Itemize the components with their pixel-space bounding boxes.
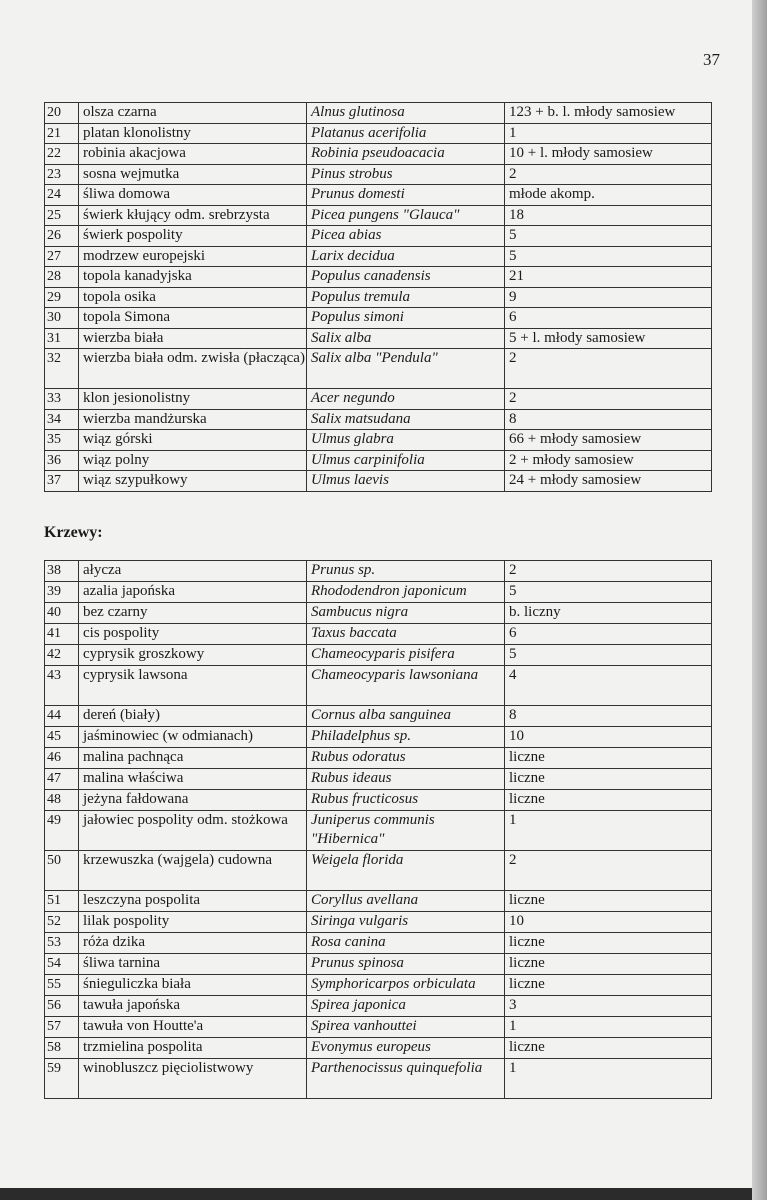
row-number-cell: 32 — [45, 349, 79, 389]
polish-name-cell: topola osika — [79, 287, 307, 308]
table-row — [45, 666, 712, 706]
table-row — [45, 645, 712, 666]
polish-name-cell: olsza czarna — [79, 103, 307, 124]
latin-name-cell: Ulmus carpinifolia — [307, 450, 505, 471]
table-row — [45, 933, 712, 954]
polish-name-cell: klon jesionolistny — [79, 389, 307, 410]
latin-name-cell: Spirea vanhouttei — [307, 1017, 505, 1038]
polish-name-cell: jałowiec pospolity odm. stożkowa — [79, 811, 307, 851]
latin-name-cell: Cornus alba sanguinea — [307, 706, 505, 727]
count-cell: 1 — [505, 1059, 712, 1099]
count-cell: 1 — [505, 811, 712, 851]
latin-name-cell: Robinia pseudoacacia — [307, 144, 505, 165]
count-cell: 10 — [505, 727, 712, 748]
table-row — [45, 103, 712, 124]
count-cell: liczne — [505, 954, 712, 975]
table-row — [45, 123, 712, 144]
count-cell: b. liczny — [505, 603, 712, 624]
polish-name-cell: wierzba mandżurska — [79, 409, 307, 430]
count-cell: liczne — [505, 891, 712, 912]
latin-name-cell: Taxus baccata — [307, 624, 505, 645]
row-number-cell: 35 — [45, 430, 79, 451]
latin-name-cell: Parthenocissus quinquefolia — [307, 1059, 505, 1099]
count-cell: 3 — [505, 996, 712, 1017]
table-row — [45, 308, 712, 329]
table-row — [45, 769, 712, 790]
latin-name-cell: Platanus acerifolia — [307, 123, 505, 144]
latin-name-cell: Salix matsudana — [307, 409, 505, 430]
latin-name-cell: Sambucus nigra — [307, 603, 505, 624]
table-row — [45, 996, 712, 1017]
table-row — [45, 975, 712, 996]
row-number-cell: 45 — [45, 727, 79, 748]
count-cell: 2 + młody samosiew — [505, 450, 712, 471]
table-row — [45, 851, 712, 891]
polish-name-cell: świerk kłujący odm. srebrzysta — [79, 205, 307, 226]
table-row — [45, 328, 712, 349]
table-row — [45, 144, 712, 165]
row-number-cell: 23 — [45, 164, 79, 185]
latin-name-cell: Evonymus europeus — [307, 1038, 505, 1059]
latin-name-cell: Siringa vulgaris — [307, 912, 505, 933]
polish-name-cell: tawuła von Houtte'a — [79, 1017, 307, 1038]
row-number-cell: 28 — [45, 267, 79, 288]
row-number-cell: 56 — [45, 996, 79, 1017]
latin-name-cell: Ulmus laevis — [307, 471, 505, 492]
polish-name-cell: lilak pospolity — [79, 912, 307, 933]
polish-name-cell: topola Simona — [79, 308, 307, 329]
latin-name-cell: Prunus domesti — [307, 185, 505, 206]
row-number-cell: 55 — [45, 975, 79, 996]
page-edge-shadow — [752, 0, 767, 1200]
table-row — [45, 287, 712, 308]
scan-bottom-edge — [0, 1188, 752, 1200]
table-row — [45, 471, 712, 492]
polish-name-cell: wierzba biała — [79, 328, 307, 349]
count-cell: 24 + młody samosiew — [505, 471, 712, 492]
latin-name-cell: Salix alba "Pendula" — [307, 349, 505, 389]
count-cell: 2 — [505, 389, 712, 410]
polish-name-cell: tawuła japońska — [79, 996, 307, 1017]
polish-name-cell: wiąz górski — [79, 430, 307, 451]
shrubs-table-body — [45, 561, 712, 1099]
row-number-cell: 39 — [45, 582, 79, 603]
latin-name-cell: Picea pungens "Glauca" — [307, 205, 505, 226]
row-number-cell: 26 — [45, 226, 79, 247]
latin-name-cell: Prunus spinosa — [307, 954, 505, 975]
latin-name-cell: Juniperus communis "Hibernica" — [307, 811, 505, 851]
count-cell: 5 — [505, 582, 712, 603]
polish-name-cell: cyprysik lawsona — [79, 666, 307, 706]
table-row — [45, 246, 712, 267]
table-row — [45, 790, 712, 811]
table-row — [45, 450, 712, 471]
table-row — [45, 205, 712, 226]
count-cell: liczne — [505, 975, 712, 996]
count-cell: 6 — [505, 624, 712, 645]
table-row — [45, 811, 712, 851]
count-cell: 123 + b. l. młody samosiew — [505, 103, 712, 124]
page-number: 37 — [703, 50, 720, 69]
table-row — [45, 954, 712, 975]
row-number-cell: 52 — [45, 912, 79, 933]
count-cell: 5 — [505, 645, 712, 666]
polish-name-cell: cis pospolity — [79, 624, 307, 645]
row-number-cell: 27 — [45, 246, 79, 267]
table-row — [45, 1038, 712, 1059]
count-cell: 4 — [505, 666, 712, 706]
polish-name-cell: azalia japońska — [79, 582, 307, 603]
table-row — [45, 267, 712, 288]
table-row — [45, 582, 712, 603]
latin-name-cell: Ulmus glabra — [307, 430, 505, 451]
count-cell: 1 — [505, 123, 712, 144]
row-number-cell: 31 — [45, 328, 79, 349]
table-row — [45, 1059, 712, 1099]
latin-name-cell: Rosa canina — [307, 933, 505, 954]
count-cell: 9 — [505, 287, 712, 308]
row-number-cell: 36 — [45, 450, 79, 471]
latin-name-cell: Spirea japonica — [307, 996, 505, 1017]
count-cell: liczne — [505, 790, 712, 811]
table-row — [45, 624, 712, 645]
latin-name-cell: Chameocyparis pisifera — [307, 645, 505, 666]
latin-name-cell: Coryllus avellana — [307, 891, 505, 912]
count-cell: 18 — [505, 205, 712, 226]
count-cell: 2 — [505, 561, 712, 582]
row-number-cell: 53 — [45, 933, 79, 954]
polish-name-cell: dereń (biały) — [79, 706, 307, 727]
polish-name-cell: platan klonolistny — [79, 123, 307, 144]
table-row — [45, 891, 712, 912]
row-number-cell: 21 — [45, 123, 79, 144]
row-number-cell: 34 — [45, 409, 79, 430]
latin-name-cell: Rubus ideaus — [307, 769, 505, 790]
latin-name-cell: Larix decidua — [307, 246, 505, 267]
polish-name-cell: wiąz szypułkowy — [79, 471, 307, 492]
count-cell: liczne — [505, 748, 712, 769]
table-row — [45, 185, 712, 206]
row-number-cell: 59 — [45, 1059, 79, 1099]
count-cell: 5 — [505, 246, 712, 267]
latin-name-cell: Rubus fructicosus — [307, 790, 505, 811]
count-cell: 8 — [505, 409, 712, 430]
row-number-cell: 43 — [45, 666, 79, 706]
table-row — [45, 561, 712, 582]
polish-name-cell: świerk pospolity — [79, 226, 307, 247]
latin-name-cell: Philadelphus sp. — [307, 727, 505, 748]
table-row — [45, 164, 712, 185]
row-number-cell: 46 — [45, 748, 79, 769]
row-number-cell: 49 — [45, 811, 79, 851]
polish-name-cell: ałycza — [79, 561, 307, 582]
polish-name-cell: malina właściwa — [79, 769, 307, 790]
polish-name-cell: jeżyna fałdowana — [79, 790, 307, 811]
latin-name-cell: Rubus odoratus — [307, 748, 505, 769]
table-row — [45, 430, 712, 451]
polish-name-cell: winobluszcz pięciolistwowy — [79, 1059, 307, 1099]
row-number-cell: 30 — [45, 308, 79, 329]
row-number-cell: 54 — [45, 954, 79, 975]
count-cell: 66 + młody samosiew — [505, 430, 712, 451]
row-number-cell: 51 — [45, 891, 79, 912]
latin-name-cell: Populus simoni — [307, 308, 505, 329]
table-row — [45, 603, 712, 624]
row-number-cell: 22 — [45, 144, 79, 165]
row-number-cell: 58 — [45, 1038, 79, 1059]
row-number-cell: 40 — [45, 603, 79, 624]
polish-name-cell: jaśminowiec (w odmianach) — [79, 727, 307, 748]
count-cell: 1 — [505, 1017, 712, 1038]
polish-name-cell: cyprysik groszkowy — [79, 645, 307, 666]
count-cell: liczne — [505, 1038, 712, 1059]
table-row — [45, 409, 712, 430]
polish-name-cell: modrzew europejski — [79, 246, 307, 267]
count-cell: 21 — [505, 267, 712, 288]
polish-name-cell: krzewuszka (wajgela) cudowna — [79, 851, 307, 891]
polish-name-cell: śliwa domowa — [79, 185, 307, 206]
table-row — [45, 912, 712, 933]
count-cell: 6 — [505, 308, 712, 329]
row-number-cell: 37 — [45, 471, 79, 492]
row-number-cell: 50 — [45, 851, 79, 891]
polish-name-cell: robinia akacjowa — [79, 144, 307, 165]
latin-name-cell: Populus canadensis — [307, 267, 505, 288]
count-cell: 2 — [505, 851, 712, 891]
count-cell: młode akomp. — [505, 185, 712, 206]
table-row — [45, 727, 712, 748]
trees-table-body — [45, 103, 712, 492]
count-cell: 10 + l. młody samosiew — [505, 144, 712, 165]
row-number-cell: 44 — [45, 706, 79, 727]
table-row — [45, 706, 712, 727]
polish-name-cell: róża dzika — [79, 933, 307, 954]
row-number-cell: 33 — [45, 389, 79, 410]
latin-name-cell: Prunus sp. — [307, 561, 505, 582]
polish-name-cell: bez czarny — [79, 603, 307, 624]
table-row — [45, 226, 712, 247]
polish-name-cell: sosna wejmutka — [79, 164, 307, 185]
table-row — [45, 389, 712, 410]
latin-name-cell: Acer negundo — [307, 389, 505, 410]
row-number-cell: 42 — [45, 645, 79, 666]
shrubs-heading: Krzewy: — [44, 524, 103, 541]
latin-name-cell: Weigela florida — [307, 851, 505, 891]
count-cell: 8 — [505, 706, 712, 727]
polish-name-cell: śnieguliczka biała — [79, 975, 307, 996]
row-number-cell: 48 — [45, 790, 79, 811]
row-number-cell: 41 — [45, 624, 79, 645]
polish-name-cell: leszczyna pospolita — [79, 891, 307, 912]
latin-name-cell: Picea abias — [307, 226, 505, 247]
count-cell: 2 — [505, 349, 712, 389]
polish-name-cell: topola kanadyjska — [79, 267, 307, 288]
table-row — [45, 1017, 712, 1038]
row-number-cell: 25 — [45, 205, 79, 226]
count-cell: 5 + l. młody samosiew — [505, 328, 712, 349]
table-row — [45, 349, 712, 389]
polish-name-cell: malina pachnąca — [79, 748, 307, 769]
latin-name-cell: Salix alba — [307, 328, 505, 349]
shrubs-table — [44, 560, 712, 1099]
latin-name-cell: Populus tremula — [307, 287, 505, 308]
polish-name-cell: wierzba biała odm. zwisła (płacząca) — [79, 349, 307, 389]
row-number-cell: 20 — [45, 103, 79, 124]
row-number-cell: 38 — [45, 561, 79, 582]
count-cell: 10 — [505, 912, 712, 933]
count-cell: liczne — [505, 769, 712, 790]
row-number-cell: 47 — [45, 769, 79, 790]
polish-name-cell: trzmielina pospolita — [79, 1038, 307, 1059]
count-cell: liczne — [505, 933, 712, 954]
table-row — [45, 748, 712, 769]
polish-name-cell: śliwa tarnina — [79, 954, 307, 975]
count-cell: 5 — [505, 226, 712, 247]
row-number-cell: 24 — [45, 185, 79, 206]
latin-name-cell: Rhododendron japonicum — [307, 582, 505, 603]
latin-name-cell: Symphoricarpos orbiculata — [307, 975, 505, 996]
row-number-cell: 29 — [45, 287, 79, 308]
row-number-cell: 57 — [45, 1017, 79, 1038]
trees-table — [44, 102, 712, 492]
polish-name-cell: wiąz polny — [79, 450, 307, 471]
latin-name-cell: Pinus strobus — [307, 164, 505, 185]
latin-name-cell: Chameocyparis lawsoniana — [307, 666, 505, 706]
count-cell: 2 — [505, 164, 712, 185]
latin-name-cell: Alnus glutinosa — [307, 103, 505, 124]
